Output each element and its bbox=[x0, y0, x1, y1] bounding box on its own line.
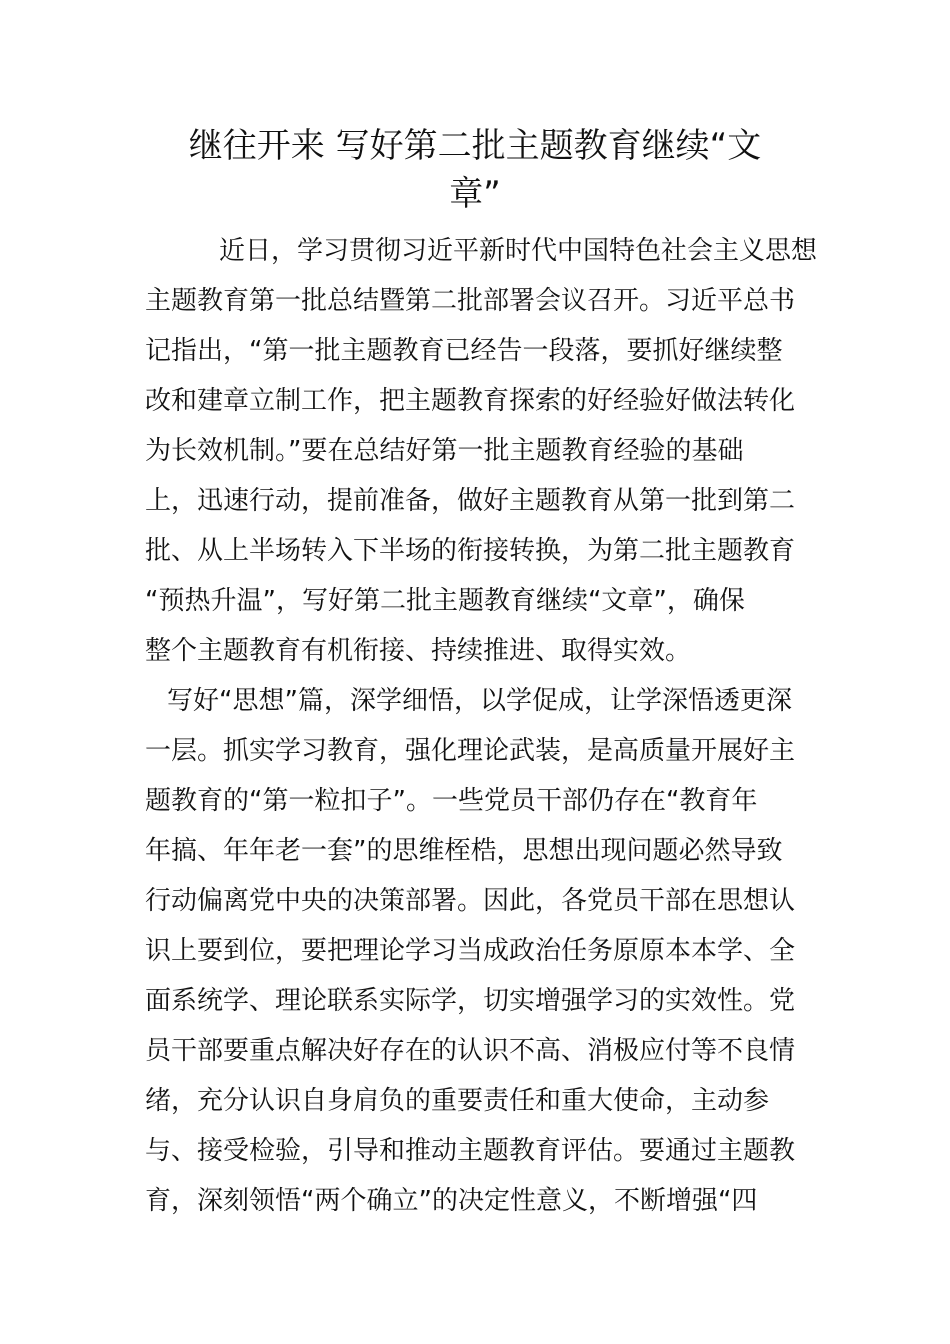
text-line: 为长效机制。”要在总结好第一批主题教育经验的基础 bbox=[145, 436, 744, 466]
text-line: 改和建章立制工作，把主题教育探索的好经验好做法转化 bbox=[145, 386, 796, 416]
text-line: 一层。抓实学习教育，强化理论武装，是高质量开展好主 bbox=[145, 736, 796, 766]
text-line: 批、从上半场转入下半场的衔接转换，为第二批主题教育 bbox=[145, 536, 796, 566]
text-line: 年搞、年年老一套”的思维桎梏，思想出现问题必然导致 bbox=[145, 836, 783, 866]
text-line: “预热升温”，写好第二批主题教育继续“文章”，确保 bbox=[145, 586, 745, 616]
text-line: 上，迅速行动，提前准备，做好主题教育从第一批到第二 bbox=[145, 486, 796, 516]
title-line: 章” bbox=[449, 174, 501, 214]
text-line: 写好“思想”篇，深学细悟，以学促成，让学深悟透更深 bbox=[167, 686, 792, 716]
text-line: 与、接受检验，引导和推动主题教育评估。要通过主题教 bbox=[145, 1136, 796, 1166]
text-line: 记指出，“第一批主题教育已经告一段落，要抓好继续整 bbox=[145, 336, 783, 366]
text-line: 员干部要重点解决好存在的认识不高、消极应付等不良情 bbox=[145, 1036, 796, 1066]
title-line: 继往开来 写好第二批主题教育继续“文 bbox=[188, 126, 762, 166]
text-line: 整个主题教育有机衔接、持续推进、取得实效。 bbox=[145, 636, 692, 666]
paragraph-2 bbox=[145, 676, 810, 1226]
text-line: 育，深刻领悟“两个确立”的决定性意义，不断增强“四 bbox=[145, 1186, 758, 1216]
text-line: 行动偏离党中央的决策部署。因此，各党员干部在思想认 bbox=[145, 886, 796, 916]
text-line: 题教育的“第一粒扣子”。一些党员干部仍存在“教育年 bbox=[145, 786, 758, 816]
text-line: 面系统学、理论联系实际学，切实增强学习的实效性。党 bbox=[145, 986, 796, 1016]
text-line: 主题教育第一批总结暨第二批部署会议召开。习近平总书 bbox=[145, 286, 796, 316]
text-line: 绪，充分认识自身肩负的重要责任和重大使命，主动参 bbox=[145, 1086, 770, 1116]
text-line: 近日，学习贯彻习近平新时代中国特色社会主义思想 bbox=[219, 236, 818, 266]
text-line: 识上要到位，要把理论学习当成政治任务原原本本学、全 bbox=[145, 936, 796, 966]
paragraph-1 bbox=[145, 226, 818, 676]
document-body bbox=[145, 226, 818, 1226]
document-title bbox=[145, 122, 805, 218]
